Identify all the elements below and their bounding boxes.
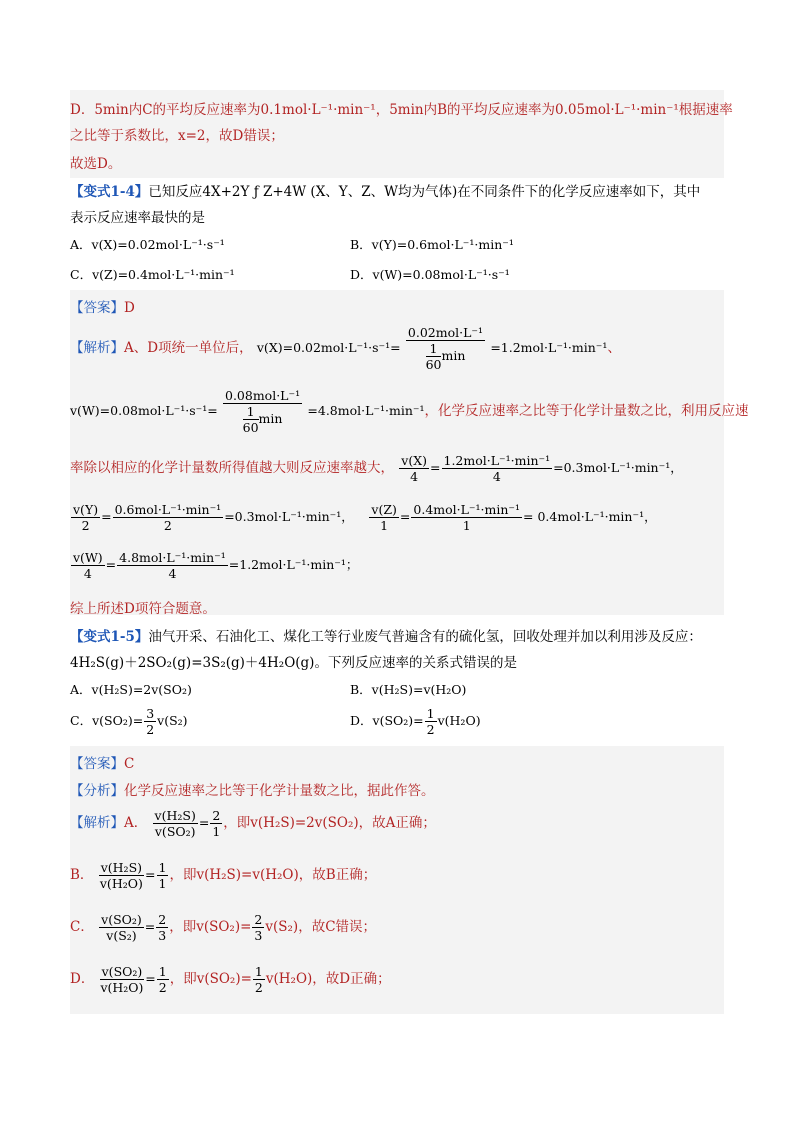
vw-den: 4 [83, 566, 92, 581]
d-text: v(H₂O)，故D正确； [265, 971, 391, 987]
d-k-num: 1 [254, 964, 263, 979]
conv-w-den-num: 1 [243, 404, 259, 420]
vw-fraction [71, 550, 105, 581]
a-val-den: 1 [212, 824, 221, 839]
conv-w-rhs: =4.8mol·L⁻¹·min⁻¹ [307, 403, 425, 418]
d-mid: ，即v(SO₂)= [169, 971, 252, 987]
conv-w-fraction [223, 388, 302, 435]
option-d: D．v(W)=0.08mol·L⁻¹·s⁻¹ [350, 267, 510, 282]
c-k-num: 2 [254, 912, 263, 927]
a-fraction [153, 808, 198, 839]
analysis-tag: 【解析】 [70, 340, 124, 356]
analysis-line-2 [70, 388, 749, 435]
option-c [70, 706, 188, 737]
vy-fraction [71, 502, 100, 533]
solution-d-line2: 之比等于系数比，x=2，故D错误； [70, 128, 284, 144]
b-val-den: 1 [158, 876, 167, 891]
option-c-num: 3 [146, 706, 155, 721]
ratio-text: 率除以相应的化学计量数所得值越大则反应速率越大， [70, 460, 394, 476]
option-c-rhs: v(S₂) [157, 713, 188, 728]
d-val-num: 1 [158, 964, 167, 979]
vx-val-den: 4 [492, 469, 501, 484]
d-num: v(SO₂) [101, 964, 143, 979]
conv-x-den [406, 341, 485, 372]
option-d-num: 1 [426, 706, 435, 721]
option-c-fraction [144, 706, 156, 737]
b-den: v(H₂O) [99, 876, 143, 891]
b-fraction [99, 860, 144, 891]
question-1-5-stem-2: 4H₂S(g)＋2SO₂(g)=3S₂(g)＋4H₂O(g)。下列反应速率的关系式错误的是 [70, 655, 517, 671]
c-den: v(S₂) [106, 928, 137, 943]
a-value-fraction [210, 808, 222, 839]
vx-fraction [399, 453, 429, 484]
vz-rhs: = 0.4mol·L⁻¹·min⁻¹， [523, 509, 657, 524]
vw-rhs: =1.2mol·L⁻¹·min⁻¹； [228, 557, 359, 572]
vx-val-num: 1.2mol·L⁻¹·min⁻¹ [443, 453, 551, 468]
option-a: A．v(H₂S)=2v(SO₂) [70, 682, 192, 697]
option-d-lhs: D．v(SO₂)= [350, 713, 424, 728]
analysis-line-4: $\frac{v(Y)}{2}$ = 0.6mol·L⁻¹·min⁻¹ 2 =0.3mol·L⁻¹·min⁻¹， $\frac{v(Z)}{1}$ = 0.4mol·L⁻¹·min⁻¹ 1 = 0.4mol·L⁻¹·min⁻¹， [73, 502, 657, 533]
option-d [350, 706, 481, 737]
answer-line [70, 296, 135, 316]
analysis-line-5: $\frac{v(W)}{4}$ = 4.8mol·L⁻¹·min⁻¹ 4 =1.2mol·L⁻¹·min⁻¹； [73, 550, 359, 581]
conv-x-lhs: v(X)=0.02mol·L⁻¹·s⁻¹= [256, 340, 401, 355]
vy-num: v(Y) [73, 502, 99, 517]
solution-d-line1: D．5min内C的平均反应速率为0.1mol·L⁻¹·min⁻¹，5min内B的平均反应速率为0.05mol·L⁻¹·min⁻¹根据速率 [70, 102, 733, 118]
question-1-4-stem [70, 180, 700, 200]
conv-w-text: ，化学反应速率之比等于化学计量数之比，利用反应速 [424, 403, 749, 419]
vx-num: v(X) [401, 453, 428, 468]
d-fraction [100, 964, 145, 995]
answer-tag: 【答案】 [70, 300, 124, 316]
option-c-lhs: C．v(SO₂)= [70, 713, 144, 728]
question-tag: 【变式1-4】 [70, 184, 149, 200]
vx-den: 4 [410, 469, 419, 484]
c-text: v(S₂)，故C错误； [265, 919, 377, 935]
answer-value: C [124, 756, 135, 772]
vw-val-num: 4.8mol·L⁻¹·min⁻¹ [119, 550, 226, 565]
b-value-fraction [157, 860, 169, 891]
c-fraction [99, 912, 144, 943]
option-a: A．v(X)=0.02mol·L⁻¹·s⁻¹ [70, 237, 225, 252]
c-val-num: 2 [158, 912, 167, 927]
conv-x-num: 0.02mol·L⁻¹ [407, 325, 484, 340]
option-d-rhs: v(H₂O) [437, 713, 481, 728]
vw-val-den: 4 [168, 566, 177, 581]
d-label: D． [70, 971, 95, 987]
option-c: C．v(Z)=0.4mol·L⁻¹·min⁻¹ [70, 267, 235, 282]
vy-val-num: 0.6mol·L⁻¹·min⁻¹ [114, 502, 222, 517]
conv-x-sep: 、 [607, 340, 621, 356]
analysis-intro: A、D项统一单位后， [124, 340, 253, 356]
fenxi-line [70, 779, 435, 799]
c-k-fraction [252, 912, 264, 943]
c-val-den: 3 [158, 928, 167, 943]
c-mid: ，即v(SO₂)= [169, 919, 252, 935]
vx-value-fraction [442, 453, 553, 484]
c-value-fraction [156, 912, 168, 943]
analysis-conclusion: 综上所述D项符合题意。 [70, 601, 216, 617]
analysis-d: D． $\frac{\text{v(SO₂)}}{\text{v(H₂O)}}$ = $\frac{1}{2}$ ，即v(SO₂)= $\frac{1}{2}$ v(H₂O)，故D正确； [70, 964, 391, 995]
vy-den: 2 [81, 518, 90, 533]
vw-value-fraction [117, 550, 228, 581]
question-tag: 【变式1-5】 [70, 629, 149, 645]
vz-value-fraction [411, 502, 522, 533]
b-num: v(H₂S) [100, 860, 143, 875]
d-value-fraction [157, 964, 169, 995]
a-den: v(SO₂) [154, 824, 196, 839]
c-k-den: 3 [254, 928, 263, 943]
analysis-line-1 [70, 325, 621, 372]
conv-x-rhs: =1.2mol·L⁻¹·min⁻¹ [490, 340, 608, 355]
a-label: A． [124, 815, 148, 831]
b-val-num: 1 [158, 860, 167, 875]
a-text: ，即v(H₂S)=2v(SO₂)，故A正确； [223, 815, 436, 831]
vy-val-den: 2 [163, 518, 172, 533]
vy-rhs: =0.3mol·L⁻¹·min⁻¹， [224, 509, 354, 524]
conv-w-den-unit: min [258, 411, 283, 426]
analysis-a: 【解析】A． $\frac{\text{v(H₂S)}}{\text{v(SO₂)}}$ = $\frac{2}{1}$ ，即v(H₂S)=2v(SO₂)，故A正确； [70, 808, 436, 839]
answer-value: D [124, 300, 135, 316]
conv-w-num: 0.08mol·L⁻¹ [225, 388, 301, 403]
b-text: ，即v(H₂S)=v(H₂O)，故B正确； [169, 867, 377, 883]
vw-num: v(W) [73, 550, 103, 565]
b-label: B． [70, 867, 94, 883]
vy-value-fraction [113, 502, 224, 533]
d-val-den: 2 [158, 980, 167, 995]
option-b: B．v(H₂S)=v(H₂O) [350, 682, 467, 697]
analysis-line-3: 率除以相应的化学计量数所得值越大则反应速率越大， $\frac{v(X)}{4}$ = 1.2mol·L⁻¹·min⁻¹ 4 =0.3mol·L⁻¹·min⁻¹， [70, 453, 683, 484]
analysis-c: C． $\frac{\text{v(SO₂)}}{\text{v(S₂)}}$ = $\frac{2}{3}$ ，即v(SO₂)= $\frac{2}{3}$ v(S₂)，故C错误； [70, 912, 377, 943]
vz-val-den: 1 [462, 518, 471, 533]
d-k-fraction [253, 964, 265, 995]
d-k-den: 2 [254, 980, 263, 995]
a-num: v(H₂S) [154, 808, 196, 823]
analysis-b: B． $\frac{\text{v(H₂S)}}{\text{v(H₂O)}}$ = $\frac{1}{1}$ ，即v(H₂S)=v(H₂O)，故B正确； [70, 860, 377, 891]
question-1-5-stem [70, 625, 702, 645]
solution-choose: 故选D。 [70, 156, 122, 172]
vz-fraction [369, 502, 399, 533]
answer-tag: 【答案】 [70, 756, 124, 772]
question-stem-text: 已知反应4X+2Y ƒ Z+4W (X、Y、Z、W均为气体)在不同条件下的化学反应速率如下，其中 [148, 184, 701, 200]
answer-line [70, 752, 134, 772]
c-num: v(SO₂) [101, 912, 142, 927]
vx-rhs: =0.3mol·L⁻¹·min⁻¹， [553, 460, 683, 475]
option-d-fraction [425, 706, 437, 737]
option-d-den: 2 [426, 722, 435, 737]
fenxi-tag: 【分析】 [70, 783, 124, 799]
conv-x-fraction [406, 325, 485, 372]
fenxi-text: 化学反应速率之比等于化学计量数之比，据此作答。 [124, 783, 435, 799]
conv-x-den-den: 60 [425, 357, 442, 372]
vz-val-num: 0.4mol·L⁻¹·min⁻¹ [413, 502, 521, 517]
conv-x-den-unit: min [441, 348, 466, 363]
conv-w-den [223, 404, 302, 435]
question-stem-text: 油气开采、石油化工、煤化工等行业废气普遍含有的硫化氢，回收处理并加以利用涉及反应： [148, 629, 702, 645]
conv-w-den-den: 60 [242, 420, 259, 435]
c-label: C． [70, 919, 94, 935]
conv-w-lhs: v(W)=0.08mol·L⁻¹·s⁻¹= [70, 403, 218, 418]
vz-den: 1 [380, 518, 389, 533]
conv-x-den-num: 1 [426, 341, 442, 357]
option-c-den: 2 [146, 722, 155, 737]
d-den: v(H₂O) [100, 980, 144, 995]
option-b: B．v(Y)=0.6mol·L⁻¹·min⁻¹ [350, 237, 514, 252]
analysis-tag: 【解析】 [70, 815, 124, 831]
a-val-num: 2 [212, 808, 221, 823]
question-1-4-stem-2: 表示反应速率最快的是 [70, 210, 205, 226]
vz-num: v(Z) [371, 502, 397, 517]
